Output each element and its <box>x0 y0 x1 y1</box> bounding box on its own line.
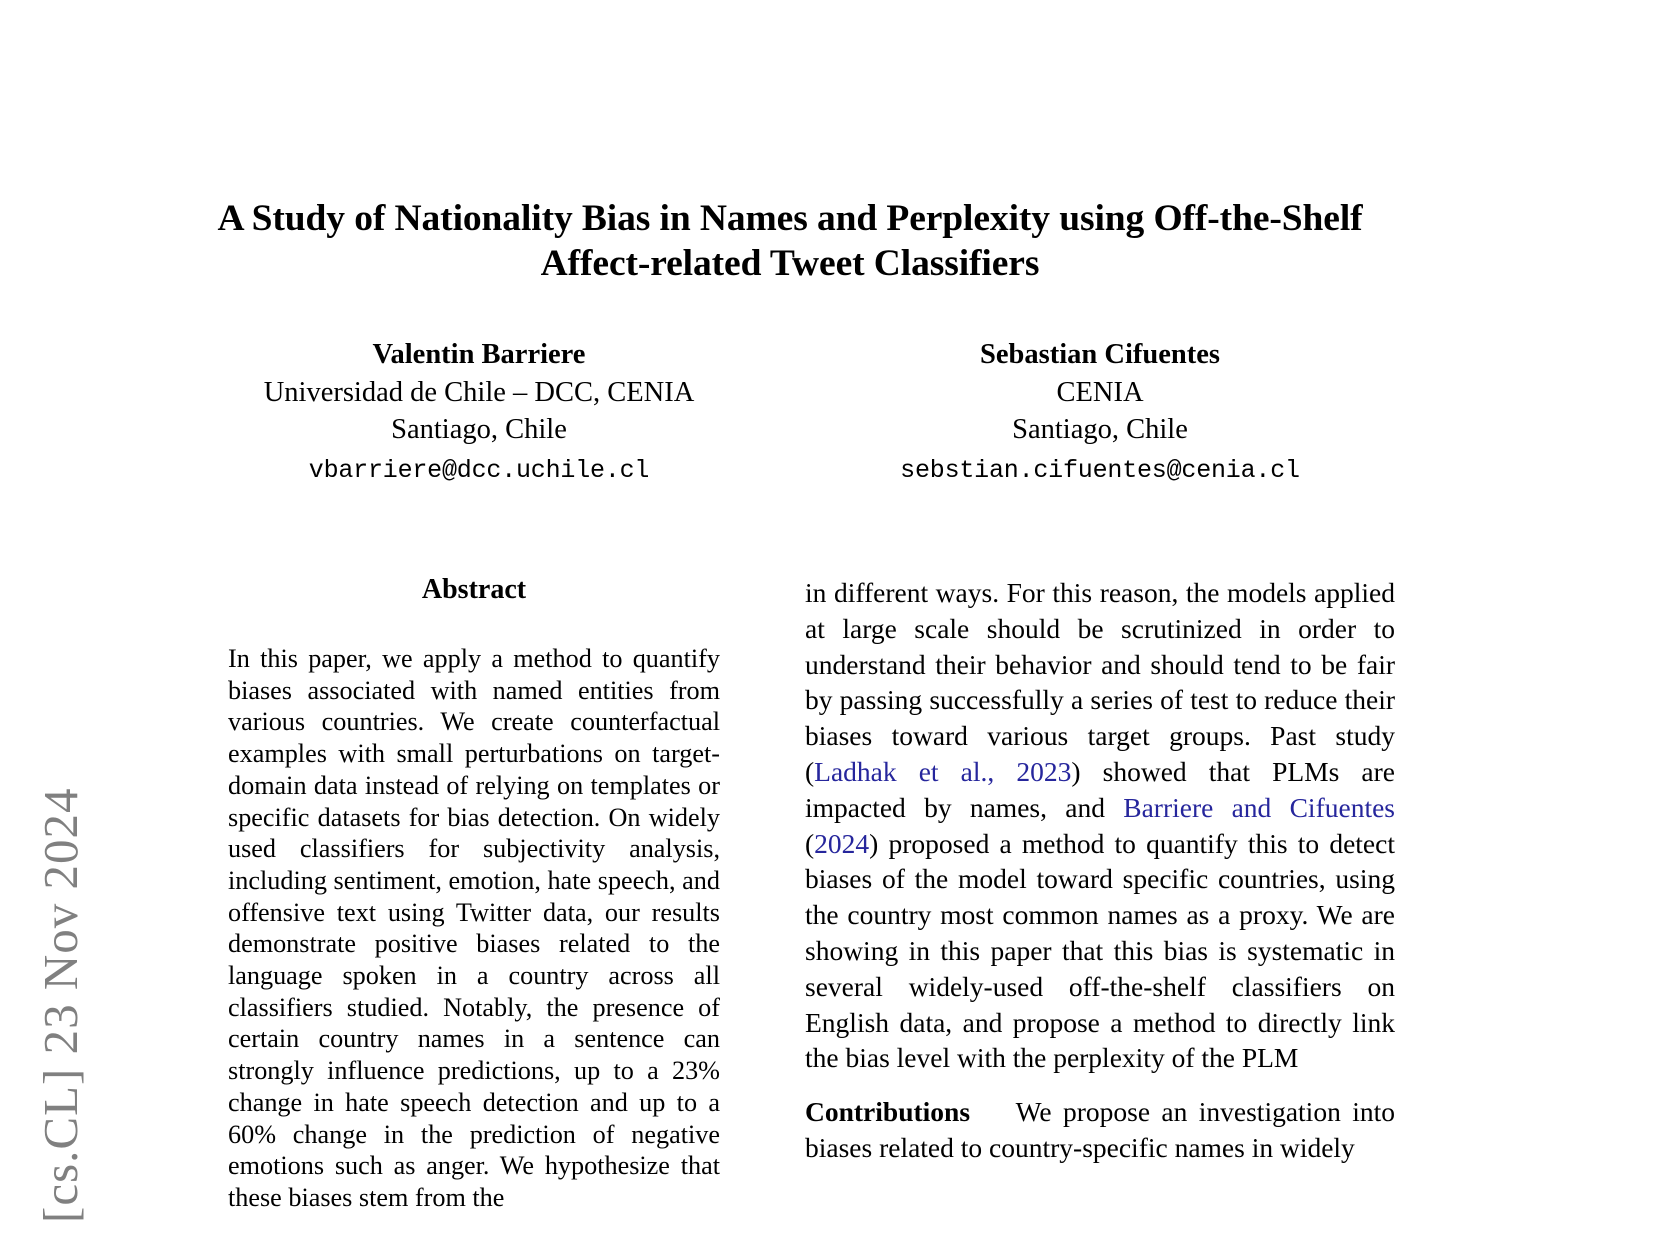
contributions-paragraph <box>805 1094 1395 1166</box>
author-name: Valentin Barriere <box>372 339 586 370</box>
authors-row <box>190 336 1390 489</box>
citation-link-ladhak[interactable]: Ladhak et al., 2023 <box>814 755 1072 787</box>
abstract-heading: Abstract <box>421 575 527 605</box>
citation-link-2024[interactable]: 2024 <box>814 827 870 859</box>
intro-text-1: in different ways. For this reason, the models applied at large scale should be scrutinized in order to understand their behavior and should tend to be fair by passing successfully a series of test to reduce their biases toward various target groups. Past study ( <box>805 577 1395 787</box>
arxiv-stamp-text: [cs.CL] 23 Nov 2024 <box>32 787 88 1223</box>
author-name: Sebastian Cifuentes <box>980 339 1220 370</box>
introduction-paragraph <box>805 575 1395 1076</box>
intro-text-4: ) proposed a method to quantify this to detect biases of the model toward specific countries, using the country most common names as a proxy. We are showing in this paper that this bias is systematic in several widely-used off-the-shelf classifiers on English data, and propose a method to directly link the bias level with the perplexity of the PLM <box>805 827 1395 1074</box>
author-block-1 <box>190 336 768 489</box>
columns-area <box>0 575 1654 1241</box>
intro-text-3: ( <box>805 827 815 859</box>
author-city: Santiago, Chile <box>391 414 567 445</box>
author-block-2 <box>820 336 1380 489</box>
author-email[interactable]: sebstian.cifuentes@cenia.cl <box>900 455 1300 485</box>
intro-text-2: ) showed that PLMs are impacted by names, and <box>805 755 1395 823</box>
left-column <box>228 575 720 1241</box>
author-affiliation: Universidad de Chile – DCC, CENIA <box>263 376 695 408</box>
right-column <box>805 575 1395 1241</box>
author-email[interactable]: vbarriere@dcc.uchile.cl <box>308 455 650 485</box>
author-city: Santiago, Chile <box>1012 414 1188 445</box>
contributions-text: We propose an investigation into biases related to country-specific names in widely <box>805 1096 1395 1163</box>
citation-link-barriere[interactable]: Barriere and Cifuentes <box>1123 791 1395 823</box>
abstract-text: In this paper, we apply a method to quantify biases associated with named entities from various countries. We create counterfactual examples with small perturbations on target-domain data instead of relying on templates or specific datasets for bias detection. On widely used classifiers for subjectivity analysis, including sentiment, emotion, hate speech, and offensive text using Twitter data, our results demonstrate positive biases related to the language spoken in a country across all classifiers studied. Notably, the presence of certain country names in a sentence can strongly influence predictions, up to a 23% change in hate speech detection and up to a 60% change in the prediction of negative emotions such as anger. We hypothesize that these biases stem from the <box>228 644 720 1212</box>
author-affiliation: CENIA <box>1056 376 1144 408</box>
contributions-heading: Contributions <box>805 1096 971 1128</box>
page-title: A Study of Nationality Bias in Names and Perplexity using Off-the-Shelf Affect-related Tweet Classifiers <box>217 198 1363 284</box>
title-block <box>190 196 1390 286</box>
